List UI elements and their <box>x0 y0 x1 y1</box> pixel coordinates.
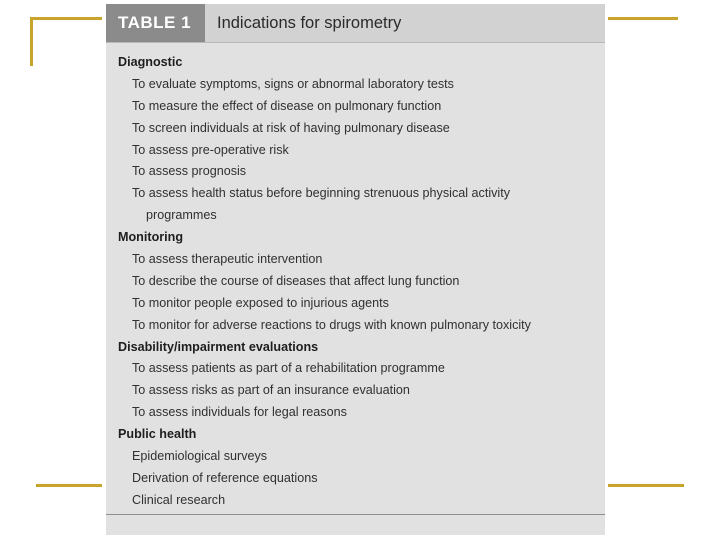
list-item: To monitor people exposed to injurious agents <box>132 295 389 310</box>
list-item: To measure the effect of disease on pulmonary function <box>132 98 442 113</box>
list-item-continuation: programmes <box>146 208 217 223</box>
corner-accent-bottom-left <box>36 484 102 487</box>
spirometry-table <box>106 4 605 535</box>
corner-accent-top-left-vertical <box>30 17 33 66</box>
header-divider <box>106 42 605 43</box>
list-item: To assess individuals for legal reasons <box>132 405 347 420</box>
corner-accent-top-left-horizontal <box>30 17 102 20</box>
list-item: To monitor for adverse reactions to drugs with known pulmonary toxicity <box>132 317 531 332</box>
list-item: To evaluate symptoms, signs or abnormal laboratory tests <box>132 76 454 91</box>
list-item: Derivation of reference equations <box>132 470 318 485</box>
list-item: To assess health status before beginning strenuous physical activity <box>132 186 511 201</box>
section-heading-diagnostic: Diagnostic <box>118 55 183 69</box>
table-body <box>106 52 605 512</box>
section-heading-public-health: Public health <box>118 427 197 442</box>
list-item: To assess prognosis <box>132 164 247 179</box>
list-item: Clinical research <box>132 492 226 507</box>
table-bottom-rule <box>106 514 605 515</box>
list-item: To assess risks as part of an insurance evaluation <box>132 383 410 398</box>
section-heading-disability: Disability/impairment evaluations <box>118 339 319 354</box>
corner-accent-bottom-right <box>608 484 684 487</box>
list-item: To assess therapeutic intervention <box>132 252 323 267</box>
list-item: To assess patients as part of a rehabilitation programme <box>132 361 445 376</box>
corner-accent-top-right <box>608 17 678 20</box>
list-item: To screen individuals at risk of having pulmonary disease <box>132 120 450 135</box>
list-item: To assess pre-operative risk <box>132 142 289 157</box>
section-heading-monitoring: Monitoring <box>118 230 184 245</box>
table-title: Indications for spirometry <box>217 14 402 32</box>
table-header <box>106 4 605 42</box>
list-item: Epidemiological surveys <box>132 449 268 464</box>
list-item: To describe the course of diseases that affect lung function <box>132 273 460 288</box>
table-label: TABLE 1 <box>106 4 205 42</box>
